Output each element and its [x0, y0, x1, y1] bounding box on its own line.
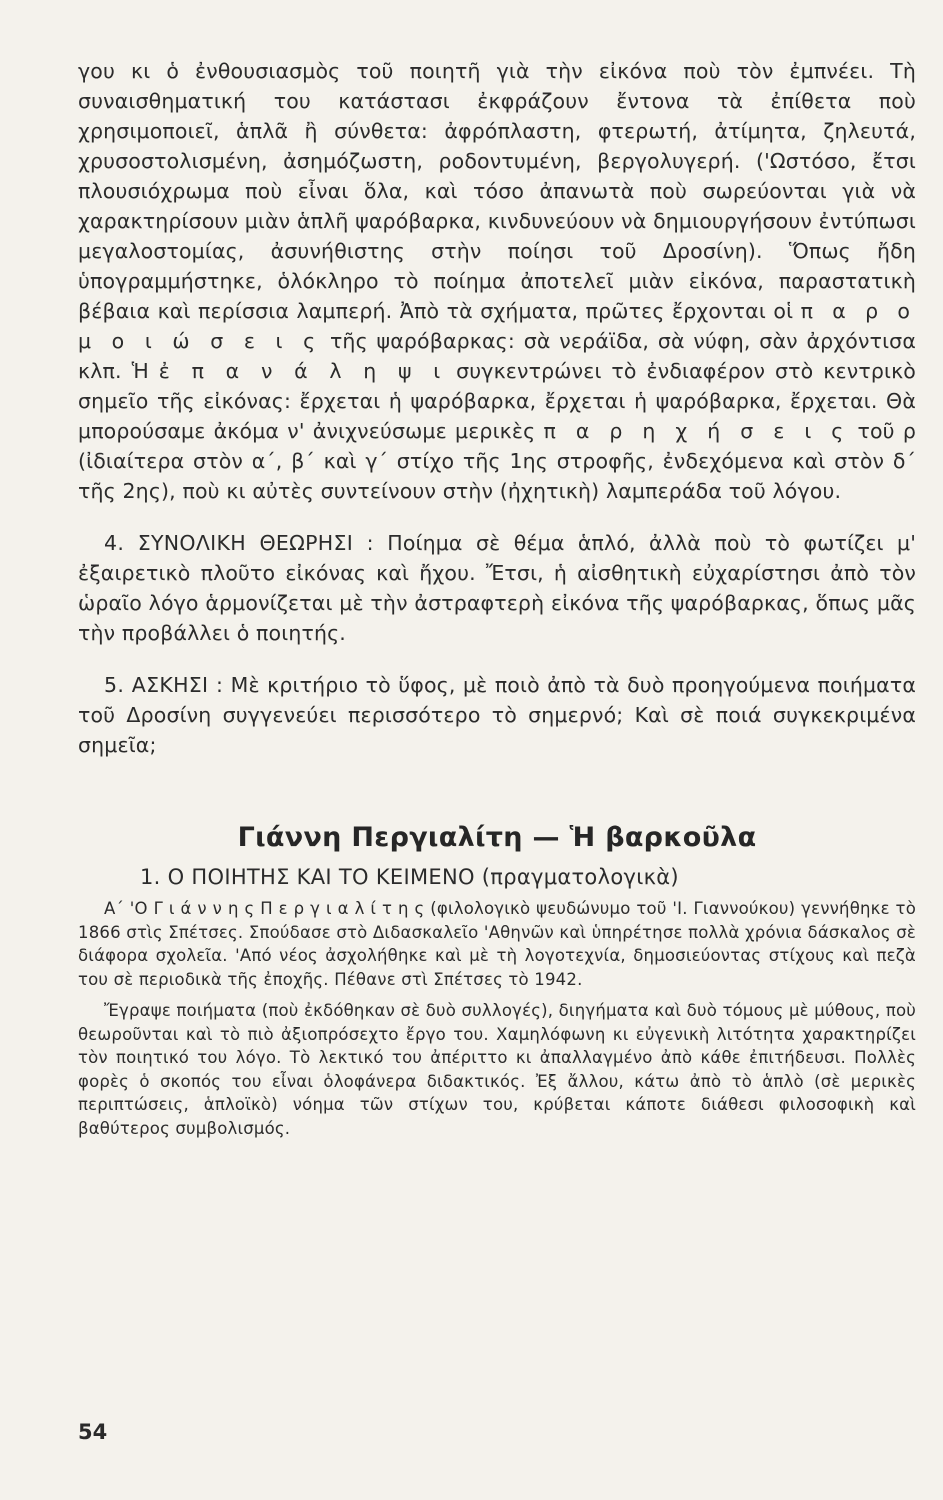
section-5-text: Μὲ κριτήριο τὸ ὕφος, μὲ ποιὸ ἀπὸ τὰ δυὸ προηγούμενα ποιήματα τοῦ Δροσίνη συγγενεύει περισσότερο τὸ σημερνό; Καὶ σὲ ποιά συγκεκριμένα σημεῖα;	[78, 673, 916, 757]
poem-title: Γιάννη Περγιαλίτη — Ἡ βαρκοῦλα	[237, 822, 757, 853]
analysis-text-1: γου κι ὁ ἐνθουσιασμὸς τοῦ ποιητῆ γιὰ τὴν εἰκόνα ποὺ τὸν ἐμπνέει. Τὴ συναισθηματική του κατάστασι ἐκφράζουν ἔντονα τὰ ἐπίθετα ποὺ χρησιμοποιεῖ, ἁπλᾶ ἢ σύνθετα: ἀφρόπλαστη, φτερωτή, ἀτίμητα, ζηλευτά, χρυσοστολισμένη, ἀσημόζωστη, ροδοντυμένη, βεργολυγερή. ('Ωστόσο, ἔτσι πλουσιόχρωμα ποὺ εἶναι ὅλα, καὶ τόσο ἀπανωτὰ ποὺ σωρεύονται γιὰ νὰ χαρακτηρίσουν μιὰν ἁπλῆ ψαρόβαρκα, κινδυνεύουν νὰ δημιουργήσουν ἐντύπωσι μεγαλοστομίας, ἀσυνήθιστης στὴν ποίησι τοῦ Δροσίνη). Ὅπως ἤδη ὑπογραμμήστηκε, ὁλόκληρο τὸ ποίημα ἀποτελεῖ μιὰν εἰκόνα, παραστατικὴ βέβαια καὶ περίσσια λαμπερή. Ἀπὸ τὰ σχήματα, πρῶτες ἔρχονται οἱ	[78, 59, 916, 323]
bio-lead: Α΄	[104, 899, 124, 918]
section-4-label: 4. ΣΥΝΟΛΙΚΗ ΘΕΩΡΗΣΙ :	[104, 531, 374, 555]
analysis-text-2: τῆς ψαρόβαρκας: σὰ νεράϊδα, σὰ νύφη, σὰν ἀρχόντισα κλπ. Ἡ	[78, 329, 916, 383]
bio-paragraph-1	[78, 897, 916, 991]
bio-paragraph-2: Ἔγραψε ποιήματα (ποὺ ἐκδόθηκαν σὲ δυὸ συλλογές), διηγήματα καὶ δυὸ τόμους μὲ μύθους, ποὺ θεωροῦνται καὶ τὸ πιὸ ἀξιοπρόσεχτο ἔργο του. Χαμηλόφωνη κι εὐγενικὴ λιτότητα χαρακτηρίζει τὸν ποιητικό του λόγο. Τὸ λεκτικό του ἀπέριττο κι ἀπαλλαγμένο ἀπὸ κάθε ἐπιτήδευσι. Πολλὲς φορὲς ὁ σκοπός του εἶναι ὁλοφάνερα διδακτικός. Ἐξ ἄλλου, κάτω ἀπὸ τὸ ἁπλὸ (σὲ μερικὲς περιπτώσεις, ἁπλοϊκὸ) νόημα τῶν στίχων του, κρύβεται κάποτε διάθεσι φιλοσοφικὴ καὶ βαθύτερος συμβολισμός.	[78, 1001, 916, 1138]
section-4-paragraph	[78, 528, 916, 648]
analysis-text-3: συγκεντρώνει τὸ ἐνδιαφέρον στὸ κεντρικὸ σημεῖο τῆς εἰκόνας: ἔρχεται ἡ ψαρόβαρκα, ἔρχεται ἡ ψαρόβαρκα, ἔρχεται. Θὰ μπορούσαμε ἀκόμα ν' ἀνιχνεύσωμε μερικὲς	[78, 359, 916, 443]
poet-name: 'Ο Γ ι ά ν ν η ς Π ε ρ γ ι α λ ί τ η ς	[129, 899, 425, 918]
term-alliteration: π α ρ η χ ή σ ε ι ς	[543, 419, 850, 443]
page-number: 54	[78, 1420, 108, 1444]
analysis-paragraph	[78, 56, 916, 506]
term-similes: π α ρ ο μ ο ι ώ σ ε ι ς	[78, 299, 916, 353]
section-5-paragraph	[78, 670, 916, 760]
section-4-text: Ποίημα σὲ θέμα ἁπλό, ἀλλὰ ποὺ τὸ φωτίζει μ' ἐξαιρετικὸ πλοῦτο εἰκόνας καὶ ἤχου. Ἔτσι, ἡ αἰσθητικὴ εὐχαρίστησι ἀπὸ τὸν ὡραῖο λόγο ἁρμονίζεται μὲ τὴν ἀστραφτερὴ εἰκόνα τῆς ψαρόβαρκας, ὅπως μᾶς τὴν προβάλλει ὁ ποιητής.	[78, 531, 917, 645]
bio-text-1: (φιλολογικὸ ψευδώνυμο τοῦ 'Ι. Γιαννούκου) γεννήθηκε τὸ 1866 στὶς Σπέτσες. Σπούδασε στὸ Διδασκαλεῖο 'Αθηνῶν καὶ ὑπηρέτησε πολλὰ χρόνια δάσκαλος σὲ διάφορα σχολεῖα. 'Από νέος ἀσχολήθηκε καὶ μὲ τὴ λογοτεχνία, δημοσιεύοντας στίχους καὶ πεζὰ του σὲ περιοδικὰ τῆς ἐποχῆς. Πέθανε στὶ Σπέτσες τὸ 1942.	[78, 899, 916, 989]
section-1-heading: 1. Ο ΠΟΙΗΤΗΣ ΚΑΙ ΤΟ ΚΕΙΜΕΝΟ (πραγματολογικὰ)	[140, 865, 679, 889]
analysis-text-4: τοῦ ρ (ἰδιαίτερα στὸν α΄, β΄ καὶ γ΄ στίχο τῆς 1ης στροφῆς, ἐνδεχόμενα καὶ στὸν δ΄ τῆς 2ης), ποὺ κι αὐτὲς συντείνουν στὴν (ἠχητικὴ) λαμπεράδα τοῦ λόγου.	[78, 419, 917, 503]
term-repetition: ἐ π α ν ά λ η ψ ι	[158, 359, 447, 383]
section-5-label: 5. ΑΣΚΗΣΙ :	[104, 673, 224, 697]
page-content	[78, 56, 916, 1140]
